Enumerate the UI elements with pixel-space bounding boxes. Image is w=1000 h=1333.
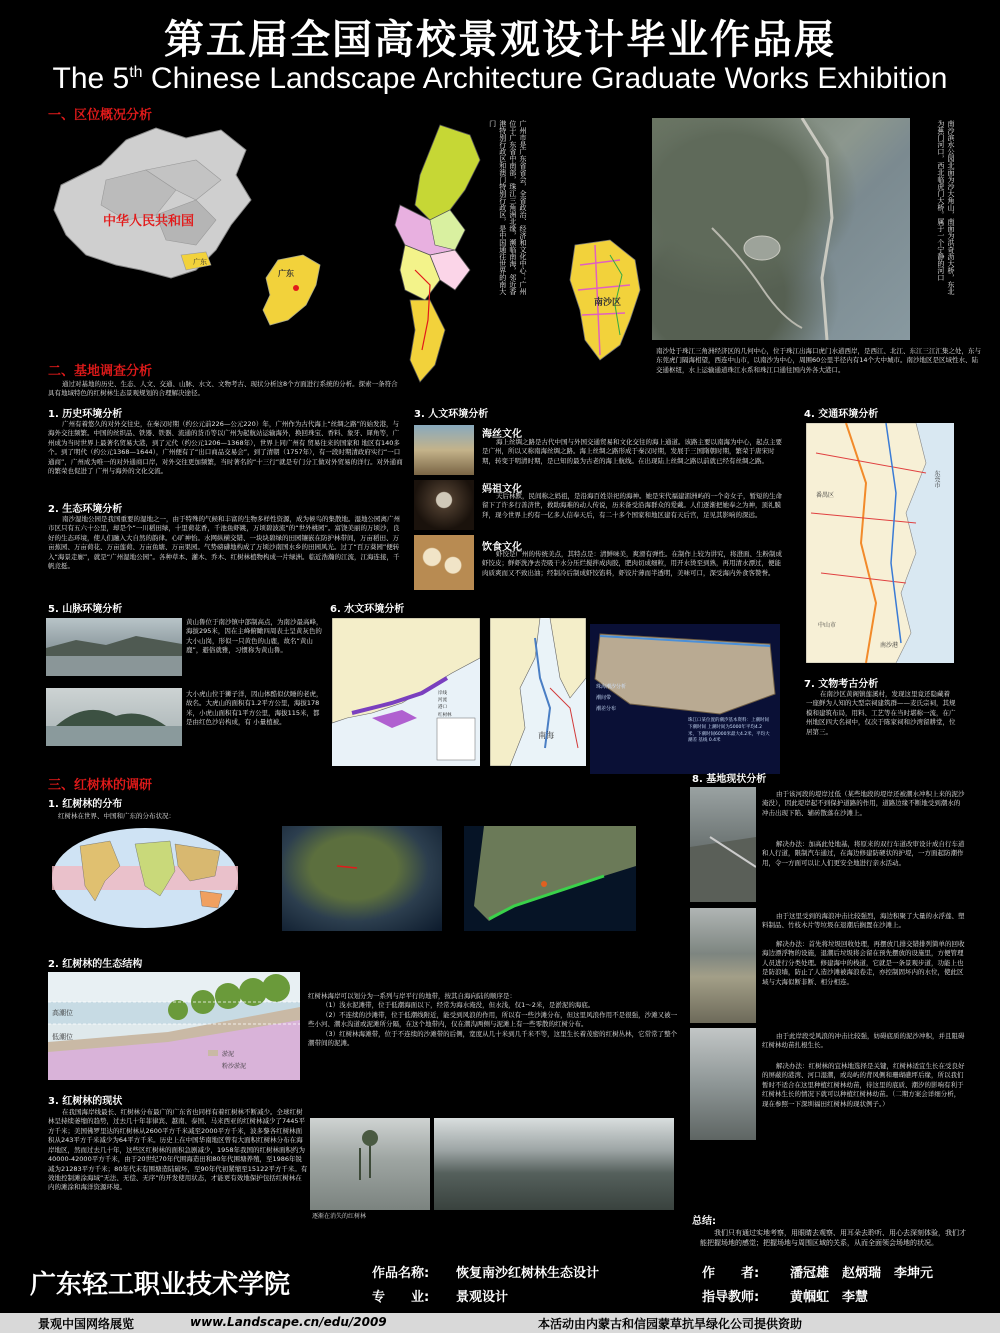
mountain-text-2: 大小虎山位于狮子洋，因山体酷似伏睡的老虎，故名。大虎山的面积有1.2平方公里，海拔178米，小虎山面积有1平方公里，海拔115米，都是由红色沙岩构成，有 小量植被。 — [186, 690, 323, 727]
water-legend-item: 红树林 — [438, 712, 452, 718]
major: 景观设计 — [456, 1290, 509, 1305]
title-en-sup: th — [129, 64, 143, 81]
culture-text-3: 虾饺是广州的传统美点，其特点是：清鲜味美，爽滑有弹性。在制作上较为讲究，将澄面、生粉制成虾饺皮；鲜虾洗净去壳吸干水分压烂搅拌成肉胶，肥肉切成细粒，用开水烫至到熟，再用清水漂过，便能肉质爽而又不致出油；经制冷后制成虾饺馅料，虾饺片薄而半透明，美味可口，深受海内外食客赞誉。 — [482, 550, 782, 577]
traffic-label-3: 中山市 — [818, 622, 837, 629]
mountain-photo-1 — [46, 618, 182, 676]
water-legend-item: 港口 — [438, 705, 447, 711]
culture-title: 3. 人文环境分析 — [414, 409, 489, 420]
eco-diagram — [48, 972, 300, 1080]
title-cn: 第五届全国高校景观设计毕业作品展 — [164, 17, 836, 63]
dist-title: 1. 红树林的分布 — [48, 799, 123, 810]
advisor-label: 指导教师: — [702, 1290, 760, 1305]
author-label: 作 者: — [702, 1266, 760, 1281]
mangrove-status-title: 3. 红树林的现状 — [48, 1096, 123, 1107]
dist-text: 红树林在世界、中国和广东的分布状况： — [58, 812, 175, 820]
authors: 潘冠雄 赵炳瑞 李坤元 — [790, 1266, 934, 1281]
satellite-photo — [652, 118, 910, 340]
china-map — [46, 120, 256, 285]
guangzhou-map — [370, 120, 490, 390]
footer-url[interactable]: www.Landscape.cn/edu/2009 — [190, 1315, 387, 1329]
guangdong-label-small: 广东 — [193, 258, 207, 266]
traffic-label-2: 番禺区 — [816, 492, 835, 499]
nansha-label: 南沙区 — [594, 298, 622, 308]
culture-name-1: 海丝文化 — [482, 429, 522, 440]
title-en — [0, 62, 1000, 96]
section3-heading: 三、红树林的调研 — [48, 778, 153, 793]
mountain-photo-2 — [46, 688, 182, 746]
eco-text-line: （3）红树林海滩带，位于不连续的沙滩带的后侧，宽度从几十米到几千米不等，这里生长着茂密的红树丛林，它常常了整个潮带间的泥滩。 — [308, 1029, 678, 1048]
satellite-caption: 南沙滨水公园北面为沙大角山，南面为洪奇沥大桥，东北为蕉门河口，西北临虎门大桥。属于一个宁静的河口 — [936, 120, 955, 295]
water-panel-legend-item: 珠海潮汐分析 — [596, 684, 627, 690]
status-text-3: 由于此岸段受风浪的冲击比较强，妨碍底质的泥沙冲积，并且阻碍红树林幼苗扎根生长。 — [762, 1032, 965, 1050]
eco-label-high: 高潮位 — [52, 1009, 73, 1017]
asia-map — [282, 826, 442, 931]
eco-label-mud: 淤泥 — [222, 1051, 235, 1058]
title-en-post: Chinese Landscape Architecture Graduate Works Exhibition — [142, 62, 948, 95]
eco-text-line: 红树林海岸可以划分为一系列与岸平行的地带，按其自海向陆的顺序是： — [308, 992, 516, 1000]
section1-heading: 一、区位概况分析 — [48, 108, 153, 123]
water-legend — [438, 690, 478, 719]
world-map — [50, 826, 240, 931]
water-legend-item: 岸线 — [438, 691, 447, 696]
mangrove-photo-2 — [434, 1118, 674, 1210]
archaeology-title: 7. 文物考古分析 — [804, 679, 879, 690]
mountain-title: 5. 山脉环境分析 — [48, 604, 123, 615]
water-map-2 — [490, 618, 586, 766]
section2-intro: 通过对基地的历史、生态、人文、交通、山脉、水文、文物考古、现状分析这8个方面进行系统的分析。探索一条符合具有地域特色的红树林生态景观规划的合理解决途径。 — [48, 380, 398, 398]
status-title: 8. 基地现状分析 — [692, 774, 767, 785]
status-text-2b: 解决办法：首先将垃圾回收处理，再摆放几排交错排列简单的回收海边漂浮物的设施，退潮后垃圾将会留在预先摆放的设施里，方便管理人员进行分类处理。修建海中的栈道，它就是一条景观步道，功能上也是防浪墙，防止了人造沙滩被海浪卷走，亦控制固坏内的水位，使此区域与大海似断非断、相分相连。 — [762, 940, 965, 986]
archaeology-text: 在南沙区黄阁镇莲溪村，发现这里竟还隐藏着一座鲜为人知的大型宗祠建筑群——麦氏宗祠，其规模和建筑布局，用料、工艺等在当时堪称一流，在广州地区四大名祠中，仅次于陈家祠和沙湾留耕堂，位居第三。 — [806, 690, 956, 736]
water-map-2-label: 南海 — [538, 731, 554, 740]
eco-label-sandmud: 粉沙淤泥 — [222, 1063, 247, 1070]
section2-heading: 二、基地调查分析 — [48, 364, 153, 379]
culture-text-1: 海上丝绸之路是古代中国与外国交通贸易和文化交往的海上通道。该路主要以南海为中心，起点主要是广州，所以又称南海丝绸之路。海上丝绸之路形成于秦汉时期，发展于三国隋朝时期，繁荣于唐宋时期，转变于明清时期，是已知的最为古老的海上航线。在出现陆上丝绸之路以前就已经有丝绸之路。 — [482, 438, 782, 465]
water-panel-legend-item: 潮差分布 — [596, 706, 617, 712]
eco-text-line: （1）浅水泥滩带，位于低潮海面以下，经常为海水淹没，但水浅，仅1～2米，是淤泥的海底。 — [322, 1001, 595, 1010]
advisors: 黄帼虹 李慧 — [790, 1290, 869, 1305]
water-legend-item: 河流 — [438, 698, 447, 704]
water-title: 6. 水文环境分析 — [330, 604, 405, 615]
culture-name-2: 妈祖文化 — [482, 484, 522, 495]
water-panel-text: 珠江口某位置的潮汐基本资料：上潮时间 下潮时间 上潮时间为5000年平均4.2米，下潮时间6000米最大4.2米，平均大潮差 基线 0.4米 — [688, 718, 770, 744]
work-name-label: 作品名称: — [372, 1266, 430, 1281]
ecology-title: 2. 生态环境分析 — [48, 504, 123, 515]
summary-text: 我们只有通过实地考察，用眼睛去观察、用耳朵去聆听、用心去深刻体验，我们才能把握场地的感觉；把握场地与周围区域的关系，从而全面领会场地的状况。 — [700, 1229, 966, 1248]
status-photo-3 — [690, 1028, 756, 1140]
footer-site: 景观中国网络展览 — [38, 1317, 135, 1331]
summary-title: 总结: — [692, 1216, 716, 1227]
china-label: 中华人民共和国 — [103, 214, 195, 229]
footer-band — [0, 1313, 1000, 1333]
history-title: 1. 历史环境分析 — [48, 409, 123, 420]
water-panel-legend — [596, 682, 626, 715]
guangzhou-text: 广州市是广东省省会，全省政治、经济和文化中心；广州位于广东省中南部，珠江三角洲北缘，濒临南海，邻近香港特别行政区和澳门特别行政区，是中国通往世界的南大门 — [488, 120, 527, 295]
traffic-label-4: 南沙港 — [880, 642, 899, 649]
school-name: 广东轻工职业技术学院 — [30, 1270, 291, 1300]
mangrove-status-text: 在我国海岸线最长、红树林分布最广的广东省也同样有着红树林不断减少。全球红树林呈持续萎缩的趋势，过去几十年菲律宾、越南、泰国、马来西亚的红树林减少了7445平方千米；美国佛罗里达的红树林从2600平方千米减至2000平方千米，波多黎各红树林面积从243平方千米减少为64平方千米。历史上在中国华南地区曾有大面积红树林分布在海岸地区，然而过去几十年，这些区红树林的面积急剧减少，1958年我国的红树林面积约为40000-42000平方千米，由于20世纪70年代围海造田和80年代围塘养殖，至1986年锐减为21283平方千米；80年代末有围塘造陆破坏，至90年代初紧缩至15122平方千米。有效地控制滩涂海域“无法、无偿、无序”的开发使用状态，才能更有效地保护包括红树林在内的滩涂和海洋资源环境。 — [48, 1108, 308, 1192]
footer-sponsor: 本活动由内蒙古和信园蒙草抗旱绿化公司提供资助 — [538, 1317, 803, 1331]
eco-text-line: （2）不连续的沙滩带，位于低潮线附近，能受到风浪的作用，所以有一些沙滩分布，但这里风浪作用不是很强，沙滩又被一些小河、潮水沟道或泥滩所分隔，在这个地带内，仅在潮沟两侧与泥滩上有一些零散的红树分布。 — [308, 1010, 678, 1029]
guangdong-label: 广东 — [278, 269, 294, 278]
status-text-1: 由于该河段的堤岸过低（某些地段的堤岸还被潮水冲积上来的泥沙淹没），因此堤岸起不到保护道路的作用，道路边缘不断地受到潮水的冲击出现下陷、辅砖散落在沙滩上。 — [762, 790, 965, 817]
history-text: 广州有着悠久的对外交往史，在秦汉时期（约公元前226—公元220）年，广州作为古代海上“丝绸之路”的始发港，与海外交往频繁。中国的丝织品、铁器、铁器、流通的货币等以广州为起航站运输海外，换回珠宝、香料、象牙、犀角等，广州成为当时世界上最著名贸易大港，到了元代（约公元1206—1368年），世界上同广州有 贸易往来的国家和 地区有140多个。到了明代（约公元1368—1644），广州便有了“出口商品交易会”，到了清朝（1757年），有一段时期清政府实行“一口通商”，广州成为唯一的对外通商口岸，对外交往更加频繁，当时著名的“十三行”就是专门分工做对外贸易的洋行。对外通商的繁荣也促进了 广州与海外的文化交流。 — [48, 420, 403, 476]
eco-label-low: 低潮位 — [52, 1033, 73, 1041]
status-photo-2 — [690, 908, 756, 1023]
culture-name-3: 饮食文化 — [482, 542, 522, 553]
status-photo-1 — [690, 787, 756, 902]
work-name: 恢复南沙红树林生态设计 — [456, 1266, 600, 1281]
water-panel-legend-item: 潮间带 — [596, 695, 612, 701]
status-text-3b: 解决办法：红树林的宜林地选择是关键，红树林适宜生长在受良好的屏蔽的港湾、河口湿潮，或岛屿的背风侧和珊瑚礁坪后缘，所以我们暂时不适合在这里种植红树林幼苗，待这里的底质、潮汐的影响有利于红树林生长的情况下就可以种植红树林幼苗。（二期方案会详细分析，现在参照一下深圳福田红树林的现状例子。） — [762, 1062, 965, 1108]
major-label: 专 业: — [372, 1290, 430, 1305]
traffic-title: 4. 交通环境分析 — [804, 409, 879, 420]
culture-photo-3 — [414, 535, 474, 590]
culture-photo-1 — [414, 425, 474, 475]
mangrove-photo-caption: 逐渐在消失的红树林 — [312, 1213, 367, 1220]
traffic-label-1: 东莞市 — [933, 470, 940, 488]
culture-text-2: 天后林默，民间称之妈祖，是沿海百姓崇祀的海神。她是宋代福建湄洲屿的一个奇女子，暂短的生命留下了许多行善济世，救助海难的动人传说，历来备受沿海群众的爱戴。人们逐渐把她奉之为神，顶礼膜拜，现今世界上约有一亿多人信奉天后，有二十多个国家和地区建有天后宫，足见其影响的深远。 — [482, 492, 782, 519]
eco-text — [308, 992, 678, 1049]
mangrove-photo-1 — [310, 1118, 430, 1210]
ecology-text: 南沙湿地公园是我国重要的湿地之一，由于特殊的气候和丰富的生物多样性资源，成为候鸟的集散地。湿地公园离广州市区只有五六十公里，却是个“一川稻田绿，十里荷花香，千池鱼虾跳，万顷碧波流”的“世外桃园”。富饶美丽的万顷沙，良好的生态环境，使人们融入大自然的韵律。心旷神怡。水网纵横交错、一块块碧绿的田园镶嵌在防护林带间，万亩稻田、万亩蕉园、万亩荷花、万亩莲荷、万亩鱼塘、万亩果园。气势磅礴地构成了万顷沙南国水乡的田园风光。过了“百万葵园”便转入“海景走廊”，就是“广州湿地公园”。各种草本、灌木、乔木、红树林植物构成一片绿洲。临近浩瀚的江流，江海连接，千帆竞挺。 — [48, 515, 400, 571]
culture-photo-2 — [414, 480, 474, 530]
guangdong-map — [258, 250, 328, 330]
title-en-pre: The 5 — [52, 62, 130, 95]
mountain-text-1: 黄山鲁位于南沙镇中部制高点，为南沙最高峰，海拔295米，因在主峰俯瞰四周表土呈黄灰色的大小山岗，形似一只黄色的山鹿，故名“黄山鹿”，避俗就雅，习惯称为黄山鲁。 — [186, 618, 323, 655]
guangdong-coast-map — [464, 826, 636, 931]
eco-title: 2. 红树林的生态结构 — [48, 959, 143, 970]
status-text-2: 由于这里受到的海浪冲击比较强烈，海边积聚了大量的水浮莲、塑料制品、竹枝木片等垃圾在退潮后搁置在沙滩上。 — [762, 912, 965, 930]
status-text-1b: 解决办法：加高此处地基，将原来的双行车道改审设计成自行车道和人行道，限制汽车通过，在海边修建防硬状的护堤，一方面起防潮作用，令一方面可以让人们更安全地进行亲水活动。 — [762, 840, 965, 867]
section1-caption: 南沙处于珠江三角洲经济区的几何中心，位于珠江出海口虎门水道西岸，是西江、北江、东江三江汇集之处，东与东莞虎门隔海相望，西连中山市，以南沙为中心，周围60公里半径内有14个大中城市。南沙地区是区域性水、陆交通枢纽，水上运输通道珠江水系和珠江口通往国内外各大港口。 — [656, 347, 981, 374]
